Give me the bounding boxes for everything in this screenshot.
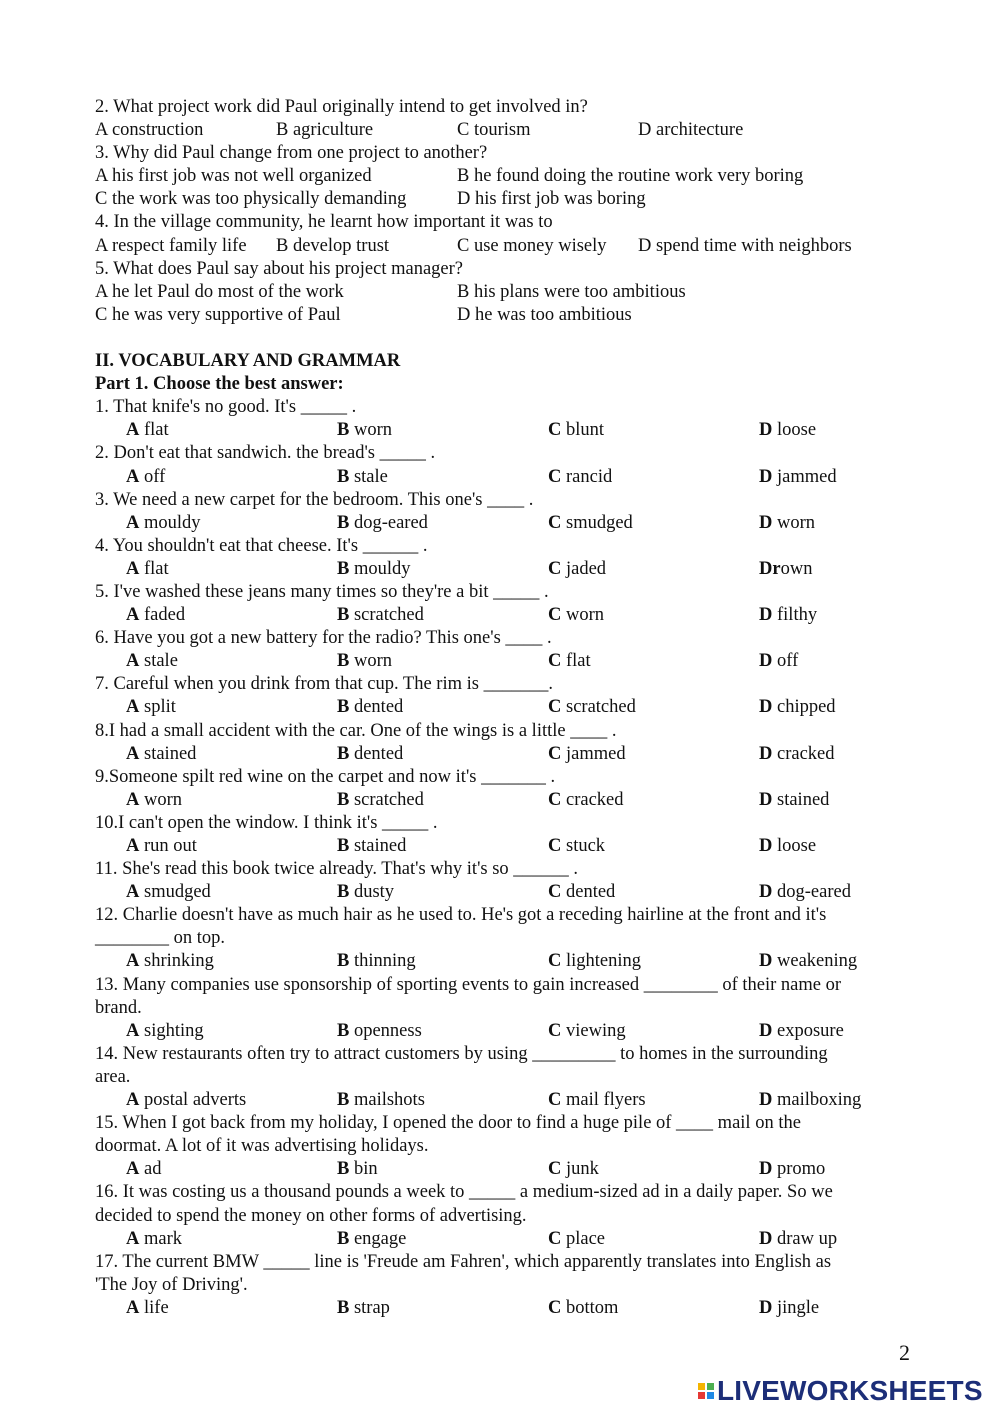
option-text: filthy xyxy=(777,605,818,626)
listening-option: C he was very supportive of Paul xyxy=(95,304,341,325)
answer-option xyxy=(337,466,388,489)
answer-option xyxy=(337,1158,378,1181)
option-letter: B xyxy=(337,743,350,764)
option-text: shrinking xyxy=(144,951,214,972)
answer-option xyxy=(337,558,411,581)
answer-option xyxy=(126,558,169,581)
option-text: mark xyxy=(144,1228,183,1249)
option-letter: C xyxy=(548,951,562,972)
answer-option xyxy=(548,743,626,766)
answer-options-row xyxy=(95,558,925,581)
listening-option: D architecture xyxy=(638,120,744,141)
answer-option xyxy=(126,1089,246,1112)
listening-option: A respect family life xyxy=(95,235,247,256)
answer-option xyxy=(548,696,636,719)
option-letter: D xyxy=(759,605,773,626)
answer-option xyxy=(548,466,612,489)
answer-options-row xyxy=(95,419,925,442)
option-text: dog-eared xyxy=(777,882,851,903)
option-text: flat xyxy=(144,558,169,579)
answer-option xyxy=(337,1020,422,1043)
option-letter: C xyxy=(548,1297,562,1318)
answer-option xyxy=(548,1089,646,1112)
answer-option xyxy=(337,835,406,858)
option-text: smudged xyxy=(566,512,633,533)
listening-option: C use money wisely xyxy=(457,235,607,256)
option-letter: D xyxy=(759,743,773,764)
option-letter: D xyxy=(759,697,773,718)
option-letter: D xyxy=(759,512,773,533)
option-text: exposure xyxy=(777,1020,844,1041)
question-text: 15. When I got back from my holiday, I opened the door to find a huge pile of ____ mail on the xyxy=(95,1113,801,1134)
listening-option: A his first job was not well organized xyxy=(95,166,372,187)
answer-option xyxy=(548,1297,618,1320)
option-letter: A xyxy=(126,1090,140,1111)
listening-option: B develop trust xyxy=(276,235,390,256)
option-text: stale xyxy=(144,651,178,672)
answer-options-row xyxy=(95,512,925,535)
option-text: dusty xyxy=(353,882,395,903)
option-letter: A xyxy=(126,836,140,856)
option-letter: A xyxy=(126,743,140,764)
page-number: 2 xyxy=(899,1340,910,1365)
option-letter: C xyxy=(548,882,562,903)
answer-option xyxy=(548,1158,599,1181)
listening-option: D his first job was boring xyxy=(457,189,646,210)
question-text: 11. She's read this book twice already. That's why it's so ______ . xyxy=(95,859,579,880)
answer-option xyxy=(759,1297,819,1320)
listening-question: 4. In the village community, he learnt how important it was to xyxy=(95,212,553,233)
option-text: worn xyxy=(144,789,183,810)
option-letter: D xyxy=(759,836,773,856)
option-letter: D xyxy=(759,466,773,487)
option-text: scratched xyxy=(566,697,636,718)
option-letter: B xyxy=(337,420,350,441)
answer-option xyxy=(759,512,815,535)
option-text: sighting xyxy=(144,1020,204,1041)
section-title: II. VOCABULARY AND GRAMMAR xyxy=(95,351,401,372)
question-text: brand. xyxy=(95,997,142,1018)
option-letter: A xyxy=(126,1228,140,1249)
listening-question: 2. What project work did Paul originally intend to get involved in? xyxy=(95,97,588,117)
option-letter: B xyxy=(337,605,350,626)
option-letter: C xyxy=(548,836,562,856)
listening-question: 5. What does Paul say about his project manager? xyxy=(95,258,464,279)
liveworksheets-logo xyxy=(698,1376,983,1406)
listening-section xyxy=(95,96,925,327)
option-letter: D xyxy=(759,1159,773,1180)
option-letter: B xyxy=(337,558,350,579)
answer-option xyxy=(759,558,812,581)
option-letter: D xyxy=(759,789,773,810)
listening-option: B his plans were too ambitious xyxy=(457,281,686,302)
option-text: scratched xyxy=(353,789,424,810)
answer-option xyxy=(759,604,817,627)
question-text: 9.Someone spilt red wine on the carpet and now it's _______ . xyxy=(95,766,556,787)
answer-option xyxy=(548,604,604,627)
option-text: stained xyxy=(144,743,197,764)
answer-options-row xyxy=(95,881,925,904)
option-text: jammed xyxy=(566,743,626,764)
question-text: 17. The current BMW _____ line is 'Freude am Fahren', which apparently translates into English as xyxy=(95,1251,832,1272)
question-list xyxy=(95,396,925,1320)
option-text: engage xyxy=(353,1228,407,1249)
option-letter: C xyxy=(548,605,562,626)
option-letter: B xyxy=(337,466,350,487)
listening-options-row xyxy=(95,119,925,142)
answer-option xyxy=(126,1297,169,1320)
option-text: jingle xyxy=(777,1297,820,1318)
option-text: mail flyers xyxy=(566,1090,646,1111)
question-text: 7. Careful when you drink from that cup. The rim is _______. xyxy=(95,674,553,695)
listening-option: B he found doing the routine work very boring xyxy=(457,166,804,187)
answer-option xyxy=(337,743,403,766)
option-text: loose xyxy=(777,420,817,441)
answer-option xyxy=(759,950,857,973)
answer-option xyxy=(759,789,829,812)
listening-option: B agriculture xyxy=(276,120,374,141)
option-letter: C xyxy=(548,1228,562,1249)
option-letter: A xyxy=(126,1020,140,1041)
brand-text: LIVEWORKSHEETS xyxy=(717,1375,983,1406)
answer-options-row xyxy=(95,1158,925,1181)
option-letter: B xyxy=(337,836,350,856)
answer-options-row xyxy=(95,743,925,766)
answer-option xyxy=(759,743,835,766)
answer-options-row xyxy=(95,1089,925,1112)
listening-options-row xyxy=(95,304,925,327)
question-text: area. xyxy=(95,1066,131,1087)
listening-option: C tourism xyxy=(457,120,531,141)
listening-option: A he let Paul do most of the work xyxy=(95,281,344,302)
option-letter: A xyxy=(126,605,140,626)
option-text: stained xyxy=(777,789,830,810)
option-text: junk xyxy=(566,1159,599,1180)
option-letter: D xyxy=(759,1090,773,1111)
option-letter: B xyxy=(337,1297,350,1318)
option-text: blunt xyxy=(566,420,605,441)
listening-options-row xyxy=(95,188,925,211)
option-text: place xyxy=(566,1228,606,1249)
option-letter: C xyxy=(548,651,562,672)
option-text: loose xyxy=(777,836,817,856)
answer-option xyxy=(759,881,851,904)
option-text: smudged xyxy=(144,882,211,903)
answer-option xyxy=(126,1020,204,1043)
answer-options-row xyxy=(95,466,925,489)
answer-option xyxy=(759,1089,861,1112)
answer-option xyxy=(126,950,214,973)
answer-option xyxy=(126,512,201,535)
answer-option xyxy=(126,881,211,904)
option-text: jaded xyxy=(566,558,607,579)
question-text: 12. Charlie doesn't have as much hair as he used to. He's got a receding hairline at the front and it's xyxy=(95,905,827,926)
answer-option xyxy=(126,789,182,812)
option-text: weakening xyxy=(777,951,858,972)
listening-option: A construction xyxy=(95,120,204,141)
question-text: 14. New restaurants often try to attract customers by using _________ to homes in the surrounding xyxy=(95,1043,828,1064)
option-text: dented xyxy=(566,882,616,903)
answer-option xyxy=(548,881,615,904)
question-text: ________ on top. xyxy=(95,928,226,949)
option-text: life xyxy=(144,1297,169,1318)
answer-option xyxy=(126,466,165,489)
question-text: 'The Joy of Driving'. xyxy=(95,1274,248,1295)
option-text: faded xyxy=(144,605,186,626)
answer-options-row xyxy=(95,1297,925,1320)
answer-options-row xyxy=(95,789,925,812)
option-text: ad xyxy=(144,1159,162,1180)
option-text: cracked xyxy=(777,743,835,764)
answer-option xyxy=(337,1228,406,1251)
option-letter: C xyxy=(548,1090,562,1111)
option-text: scratched xyxy=(353,605,424,626)
answer-option xyxy=(126,743,196,766)
option-letter: A xyxy=(126,789,140,810)
option-text: mailboxing xyxy=(777,1090,862,1111)
option-text: dented xyxy=(353,743,404,764)
option-letter: B xyxy=(337,697,350,718)
option-letter: A xyxy=(126,420,140,441)
option-letter: A xyxy=(126,1297,140,1318)
answer-options-row xyxy=(95,1020,925,1043)
answer-option xyxy=(759,1158,825,1181)
answer-option xyxy=(548,558,606,581)
option-text: rancid xyxy=(566,466,613,487)
answer-option xyxy=(548,789,624,812)
option-text: worn xyxy=(777,512,816,533)
answer-options-row xyxy=(95,650,925,673)
option-letter: C xyxy=(548,697,562,718)
listening-options-row xyxy=(95,165,925,188)
answer-option xyxy=(759,466,837,489)
option-text: worn xyxy=(566,605,605,626)
option-text: worn xyxy=(353,651,392,672)
listening-options-row xyxy=(95,235,925,258)
option-text: dented xyxy=(353,697,404,718)
option-text: thinning xyxy=(353,951,416,972)
option-text: promo xyxy=(777,1159,826,1180)
answer-option xyxy=(337,789,424,812)
option-letter: C xyxy=(548,512,562,533)
option-letter: A xyxy=(126,882,140,903)
answer-option xyxy=(759,419,816,442)
question-text: 2. Don't eat that sandwich. the bread's _____ . xyxy=(95,443,436,464)
question-text: 4. You shouldn't eat that cheese. It's ______ . xyxy=(95,535,428,556)
listening-options-row xyxy=(95,281,925,304)
answer-options-row xyxy=(95,696,925,719)
option-text: mouldy xyxy=(144,512,201,533)
answer-option xyxy=(759,696,836,719)
listening-option: C the work was too physically demanding xyxy=(95,189,407,210)
option-letter: A xyxy=(126,558,140,579)
option-letter: C xyxy=(548,1159,562,1180)
worksheet-page xyxy=(95,96,925,1320)
answer-option xyxy=(548,950,641,973)
option-letter: C xyxy=(548,1020,562,1041)
answer-options-row xyxy=(95,1228,925,1251)
part-title: Part 1. Choose the best answer: xyxy=(95,374,344,395)
listening-option: D spend time with neighbors xyxy=(638,235,852,256)
option-letter: D xyxy=(759,420,773,441)
option-letter: C xyxy=(548,558,562,579)
answer-option xyxy=(548,1228,605,1251)
option-text: stuck xyxy=(566,836,606,856)
option-text: run out xyxy=(144,836,197,856)
option-letter: A xyxy=(126,951,140,972)
answer-options-row xyxy=(95,835,925,858)
option-text: dog-eared xyxy=(353,512,428,533)
option-text: off xyxy=(144,466,166,487)
option-text: flat xyxy=(566,651,591,672)
question-text: decided to spend the money on other forms of advertising. xyxy=(95,1205,527,1226)
option-letter: B xyxy=(337,1020,350,1041)
answer-option xyxy=(548,1020,626,1043)
option-letter: B xyxy=(337,1159,350,1180)
option-letter: Dr xyxy=(759,558,781,579)
question-text: 10.I can't open the window. I think it's _____ . xyxy=(95,812,438,833)
question-text: doormat. A lot of it was advertising holidays. xyxy=(95,1136,429,1157)
option-text: jammed xyxy=(777,466,837,487)
option-letter: D xyxy=(759,651,773,672)
listening-question: 3. Why did Paul change from one project to another? xyxy=(95,143,488,164)
option-text: own xyxy=(780,558,813,579)
answer-option xyxy=(126,650,178,673)
option-letter: A xyxy=(126,512,140,533)
question-text: 3. We need a new carpet for the bedroom. This one's ____ . xyxy=(95,489,534,510)
option-letter: D xyxy=(759,882,773,903)
option-text: draw up xyxy=(777,1228,838,1249)
option-letter: C xyxy=(548,789,562,810)
option-text: chipped xyxy=(777,697,836,718)
answer-option xyxy=(126,835,197,858)
option-letter: B xyxy=(337,1228,350,1249)
question-text: 1. That knife's no good. It's _____ . xyxy=(95,397,357,418)
answer-option xyxy=(337,696,403,719)
answer-option xyxy=(548,419,604,442)
option-letter: C xyxy=(548,743,562,764)
brand-squares-icon xyxy=(698,1383,714,1399)
option-text: mouldy xyxy=(353,558,411,579)
option-letter: D xyxy=(759,1020,773,1041)
option-text: bin xyxy=(353,1159,378,1180)
option-letter: B xyxy=(337,1090,350,1111)
question-text: 16. It was costing us a thousand pounds a week to _____ a medium-sized ad in a daily paper. So we xyxy=(95,1182,833,1203)
option-text: lightening xyxy=(566,951,642,972)
answer-option xyxy=(126,604,185,627)
option-text: postal adverts xyxy=(144,1090,247,1111)
answer-option xyxy=(337,419,392,442)
option-text: strap xyxy=(353,1297,390,1318)
answer-option xyxy=(337,650,392,673)
answer-option xyxy=(548,650,591,673)
answer-option xyxy=(548,835,605,858)
option-text: bottom xyxy=(566,1297,619,1318)
answer-option xyxy=(337,604,424,627)
option-letter: B xyxy=(337,512,350,533)
option-letter: A xyxy=(126,697,140,718)
option-text: stained xyxy=(353,836,407,856)
answer-option xyxy=(337,950,416,973)
answer-options-row xyxy=(95,604,925,627)
option-letter: B xyxy=(337,651,350,672)
option-letter: A xyxy=(126,466,140,487)
answer-option xyxy=(126,1228,182,1251)
listening-option: D he was too ambitious xyxy=(457,304,632,325)
option-text: cracked xyxy=(566,789,624,810)
option-letter: C xyxy=(548,466,562,487)
answer-option xyxy=(337,1089,425,1112)
answer-option xyxy=(759,1228,837,1251)
option-letter: B xyxy=(337,951,350,972)
answer-option xyxy=(759,1020,844,1043)
option-text: flat xyxy=(144,420,169,441)
option-text: openness xyxy=(353,1020,422,1041)
answer-option xyxy=(337,512,428,535)
option-text: stale xyxy=(353,466,388,487)
option-letter: A xyxy=(126,651,140,672)
answer-option xyxy=(337,1297,390,1320)
option-letter: C xyxy=(548,420,562,441)
answer-option xyxy=(337,881,394,904)
answer-option xyxy=(126,696,176,719)
answer-options-row xyxy=(95,950,925,973)
option-letter: D xyxy=(759,1228,773,1249)
option-text: worn xyxy=(353,420,392,441)
answer-option xyxy=(759,835,816,858)
question-text: 6. Have you got a new battery for the radio? This one's ____ . xyxy=(95,628,552,649)
option-letter: D xyxy=(759,951,773,972)
answer-option xyxy=(548,512,633,535)
option-text: viewing xyxy=(566,1020,626,1041)
answer-option xyxy=(126,1158,161,1181)
answer-option xyxy=(126,419,169,442)
question-text: 8.I had a small accident with the car. One of the wings is a little ____ . xyxy=(95,720,617,741)
option-text: split xyxy=(144,697,176,718)
question-text: 5. I've washed these jeans many times so they're a bit _____ . xyxy=(95,581,549,602)
option-letter: D xyxy=(759,1297,773,1318)
answer-option xyxy=(759,650,798,673)
option-letter: B xyxy=(337,789,350,810)
option-text: mailshots xyxy=(353,1090,425,1111)
question-text: 13. Many companies use sponsorship of sporting events to gain increased ________ of their name or xyxy=(95,974,842,995)
option-letter: A xyxy=(126,1159,140,1180)
option-letter: B xyxy=(337,882,350,903)
option-text: off xyxy=(777,651,799,672)
